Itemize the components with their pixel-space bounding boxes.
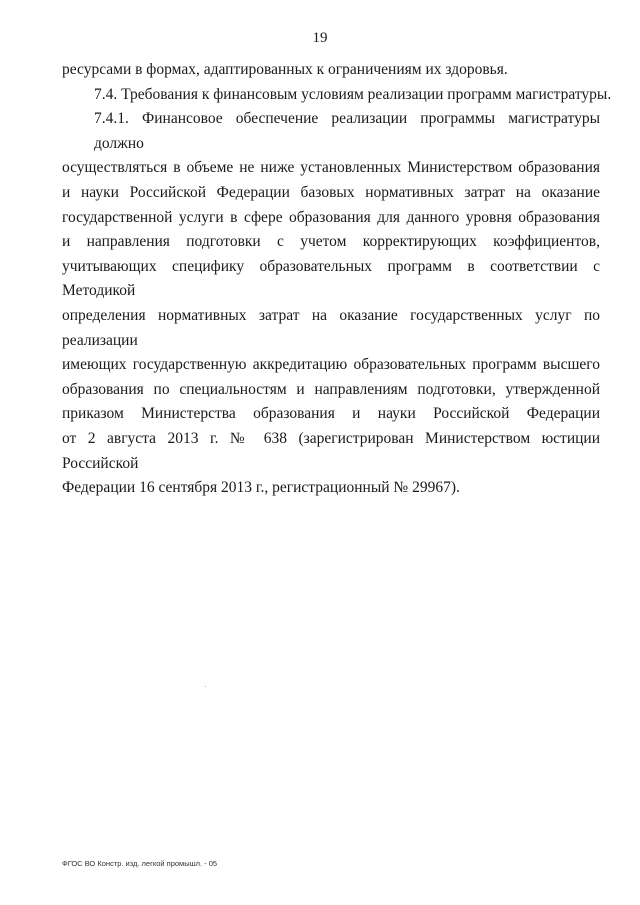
paragraph-7-4-1-line-8: имеющих государственную аккредитацию образовательных программ высшего: [62, 356, 600, 374]
paragraph-7-4-1-line-4: государственной услуги в сфере образования для данного уровня образования: [62, 208, 600, 226]
paragraph-7-4-1-line-9: образования по специальностям и направлениям подготовки, утвержденной: [62, 380, 600, 398]
page-number: 19: [312, 30, 328, 46]
scan-speck: [205, 686, 206, 687]
footer-code: ФГОС ВО Констр. изд. легкой промышл. - 05: [62, 859, 218, 868]
paragraph-7-4-1-line-6: учитывающих специфику образовательных программ в соответствии с Методикой: [62, 257, 600, 300]
document-body: [62, 58, 612, 501]
paragraph-7-4-1-line-2: осуществляться в объеме не ниже установленных Министерством образования: [62, 159, 600, 177]
section-heading-7-4: 7.4. Требования к финансовым условиям реализации программ магистратуры.: [94, 85, 612, 103]
paragraph-7-4-1-line-5: и направления подготовки с учетом корректирующих коэффициентов,: [62, 233, 600, 251]
paragraph-7-4-1-line-3: и науки Российской Федерации базовых нормативных затрат на оказание: [62, 183, 600, 201]
text-line-1: ресурсами в формах, адаптированных к ограничениям их здоровья.: [62, 61, 508, 78]
paragraph-7-4-1-line-1: 7.4.1. Финансовое обеспечение реализации программы магистратуры должно: [94, 110, 600, 152]
paragraph-7-4-1-line-11: от 2 августа 2013 г. № 638 (зарегистрирован Министерством юстиции Российской: [62, 429, 600, 472]
paragraph-7-4-1-line-12: Федерации 16 сентября 2013 г., регистрационный № 29967).: [62, 479, 460, 497]
paragraph-7-4-1-line-7: определения нормативных затрат на оказание государственных услуг по реализации: [62, 306, 600, 349]
paragraph-7-4-1-line-10: приказом Министерства образования и науки Российской Федерации: [62, 405, 600, 423]
